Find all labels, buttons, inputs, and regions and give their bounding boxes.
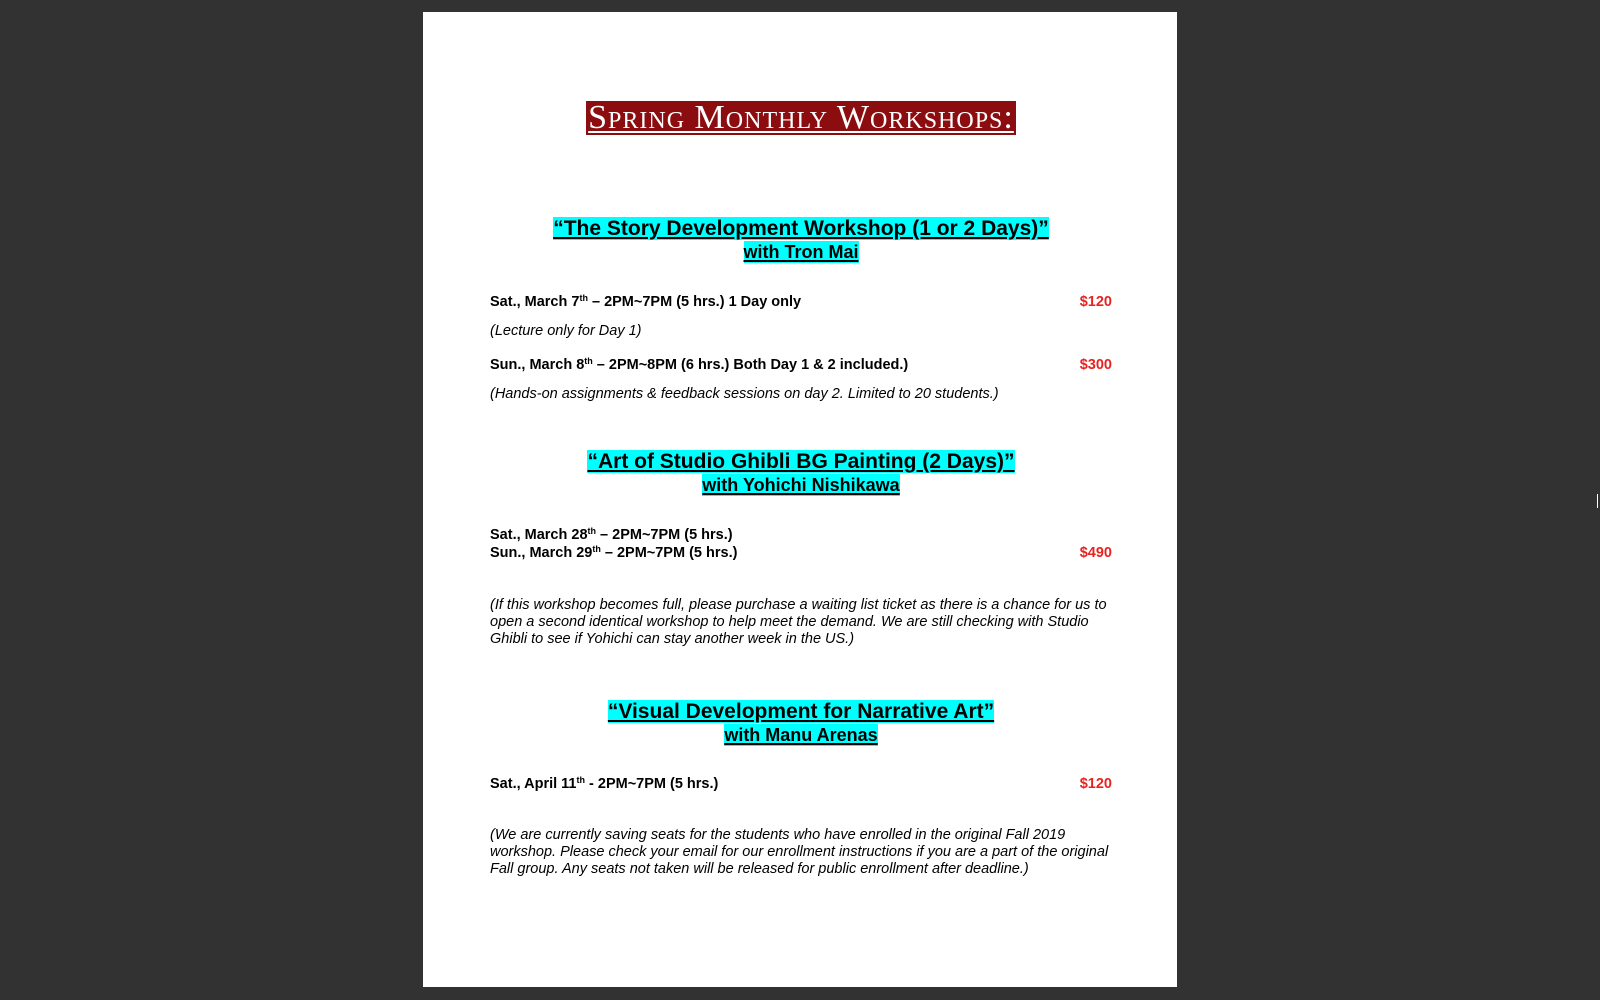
session-line <box>490 526 1112 544</box>
session-price: $490 <box>1079 545 1112 561</box>
workshop-heading <box>490 450 1112 496</box>
session-day-suffix: th <box>579 293 588 303</box>
session-price: $120 <box>1079 294 1112 310</box>
session-day: Sun., March 29 <box>490 545 593 561</box>
session-day: Sat., March 7 <box>490 294 580 310</box>
session-day: Sun., March 8 <box>490 357 585 373</box>
workshop-heading <box>490 700 1112 746</box>
session-day-suffix: th <box>592 544 601 554</box>
session-day: Sat., April 11 <box>490 776 577 792</box>
session-line <box>490 293 1112 311</box>
session-line <box>490 775 1112 793</box>
session-note: (Lecture only for Day 1) <box>490 323 642 339</box>
workshop-note: (If this workshop becomes full, please purchase a waiting list ticket as there is a chance for us to open a second identical workshop to help meet the demand. We are still checking with Studio Ghibli to see if Yohichi can stay another week in the US.) <box>490 597 1107 647</box>
session-price: $300 <box>1079 357 1112 373</box>
workshop-heading <box>490 217 1112 263</box>
session-time: – 2PM~7PM (5 hrs.) <box>596 527 733 543</box>
workshop-title: “Art of Studio Ghibli BG Painting (2 Days)” <box>587 450 1015 473</box>
document-page <box>423 12 1177 987</box>
session-day: Sat., March 28 <box>490 527 588 543</box>
workshop-title: “Visual Development for Narrative Art” <box>607 700 995 723</box>
session-time: - 2PM~7PM (5 hrs.) <box>585 776 719 792</box>
text-cursor <box>1597 494 1598 508</box>
session-day-suffix: th <box>587 526 597 536</box>
session-day-suffix: th <box>576 775 585 785</box>
workshop-title: “The Story Development Workshop (1 or 2 Days)” <box>553 217 1049 240</box>
workshop-instructor: with Tron Mai <box>743 242 859 262</box>
session-line <box>490 356 1112 374</box>
title-block <box>490 101 1112 135</box>
page-title: Spring Monthly Workshops: <box>588 99 1014 136</box>
session-note: (Hands-on assignments & feedback sessions on day 2. Limited to 20 students.) <box>490 386 999 402</box>
session-line <box>490 544 1112 562</box>
session-day-suffix: th <box>584 356 593 366</box>
session-price: $120 <box>1079 776 1112 792</box>
session-time: – 2PM~8PM (6 hrs.) Both Day 1 & 2 included.) <box>592 357 909 373</box>
workshop-instructor: with Manu Arenas <box>724 725 878 745</box>
workshop-note: (We are currently saving seats for the students who have enrolled in the original Fall 2019 workshop. Please check your email for our enrollment instructions if you are a part of the original Fall group. Any seats not taken will be released for public enrollment after deadline.) <box>490 827 1109 877</box>
session-time: – 2PM~7PM (5 hrs.) 1 Day only <box>587 294 802 310</box>
session-time: – 2PM~7PM (5 hrs.) <box>600 545 738 561</box>
workshop-instructor: with Yohichi Nishikawa <box>702 475 900 495</box>
page-content <box>490 12 1112 987</box>
